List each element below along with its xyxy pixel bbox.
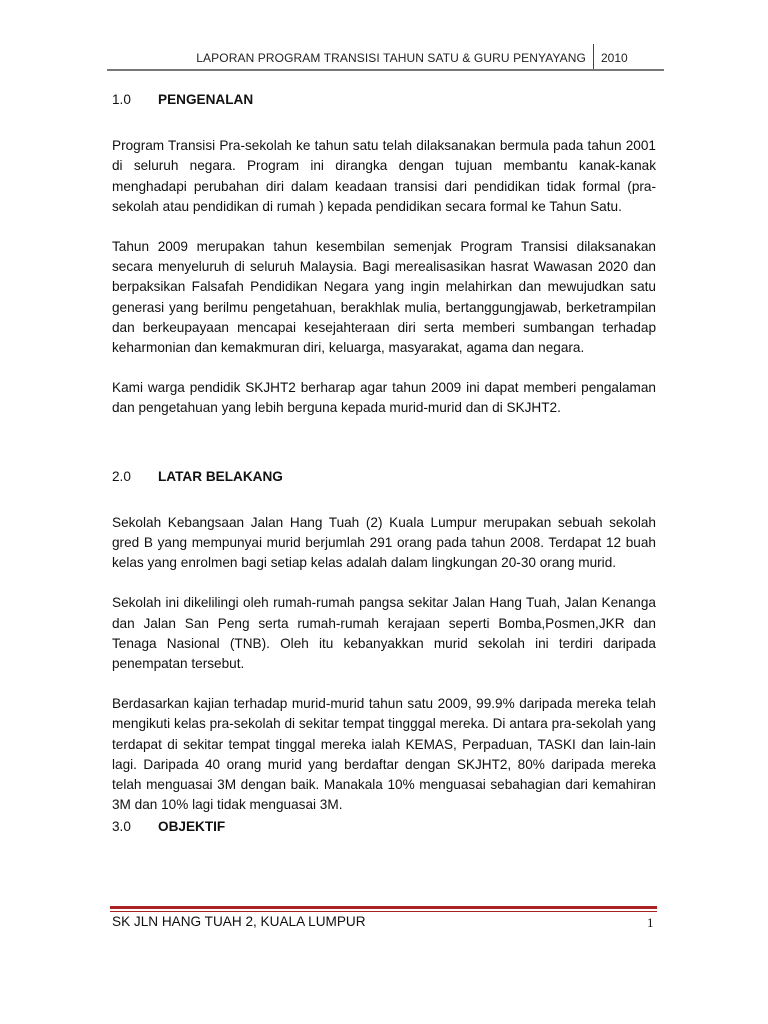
- section-title: OBJEKTIF: [158, 819, 226, 835]
- paragraph: Tahun 2009 merupakan tahun kesembilan semenjak Program Transisi dilaksanakan secara menyeluruh di seluruh Malaysia. Bagi merealisasikan hasrat Wawasan 2020 dan berpaksikan Falsafah Pendidikan Negara yang ingin melahirkan dan mewujudkan satu generasi yang berilmu pengetahuan, berakhlak mulia, bertanggungjawab, berketrampilan dan berkeupayaan mencapai kesejahteraan diri serta memberi sumbangan terhadap keharmonian dan kemakmuran diri, keluarga, masyarakat, agama dan negara.: [112, 239, 656, 356]
- footer-school-name: SK JLN HANG TUAH 2, KUALA LUMPUR: [112, 914, 366, 929]
- footer-rule-thick: [110, 906, 657, 909]
- section-number: 1.0: [112, 92, 131, 107]
- header-year: 2010: [601, 51, 628, 65]
- document-body: [112, 90, 656, 838]
- header-rule: [107, 69, 664, 71]
- section-heading-pengenalan: [112, 90, 656, 110]
- section-number: 3.0: [112, 819, 131, 835]
- section-heading-latar-belakang: [112, 467, 656, 487]
- section-title: LATAR BELAKANG: [158, 468, 283, 484]
- header-separator: [593, 44, 594, 69]
- page-header: [107, 44, 664, 72]
- paragraph: Kami warga pendidik SKJHT2 berharap agar tahun 2009 ini dapat memberi pengalaman dan pengetahuan yang lebih berguna kepada murid-murid dan di SKJHT2.: [112, 380, 656, 416]
- paragraph: Program Transisi Pra-sekolah ke tahun satu telah dilaksanakan bermula pada tahun 2001 di seluruh negara. Program ini dirangka dengan tujuan membantu kanak-kanak menghadapi perubahan diri dalam keadaan transisi dari pendidikan tidak formal (pra-sekolah atau pendidikan di rumah ) kepada pendidikan secara formal ke Tahun Satu.: [112, 138, 656, 214]
- footer-rule-thin: [110, 911, 657, 912]
- section-number: 2.0: [112, 468, 131, 484]
- section-title: PENGENALAN: [158, 92, 254, 107]
- paragraph: Berdasarkan kajian terhadap murid-murid tahun satu 2009, 99.9% daripada mereka telah mengikuti kelas pra-sekolah di sekitar tempat tingggal mereka. Di antara pra-sekolah yang terdapat di sekitar tempat tinggal mereka ialah KEMAS, Perpaduan, TASKI dan lain-lain lagi. Daripada 40 orang murid yang berdaftar dengan SKJHT2, 80% daripada mereka telah menguasai 3M dengan baik. Manakala 10% menguasai sebahagian dari kemahiran 3M dan 10% lagi tidak menguasai 3M.: [112, 696, 656, 813]
- paragraph: Sekolah ini dikelilingi oleh rumah-rumah pangsa sekitar Jalan Hang Tuah, Jalan Kenanga dan Jalan San Peng serta rumah-rumah kerajaan seperti Bomba,Posmen,JKR dan Tenaga Nasional (TNB). Oleh itu kebanyakkan murid sekolah ini terdiri daripada penempatan tersebut.: [112, 595, 656, 672]
- page-number: 1: [647, 915, 654, 930]
- section-heading-objektif: [112, 817, 656, 837]
- paragraph: Sekolah Kebangsaan Jalan Hang Tuah (2) Kuala Lumpur merupakan sebuah sekolah gred B yang mempunyai murid berjumlah 291 orang pada tahun 2008. Terdapat 12 buah kelas yang enrolmen bagi setiap kelas adalah dalam lingkungan 20-30 orang murid.: [112, 514, 656, 571]
- header-title: LAPORAN PROGRAM TRANSISI TAHUN SATU & GURU PENYAYANG: [196, 51, 586, 65]
